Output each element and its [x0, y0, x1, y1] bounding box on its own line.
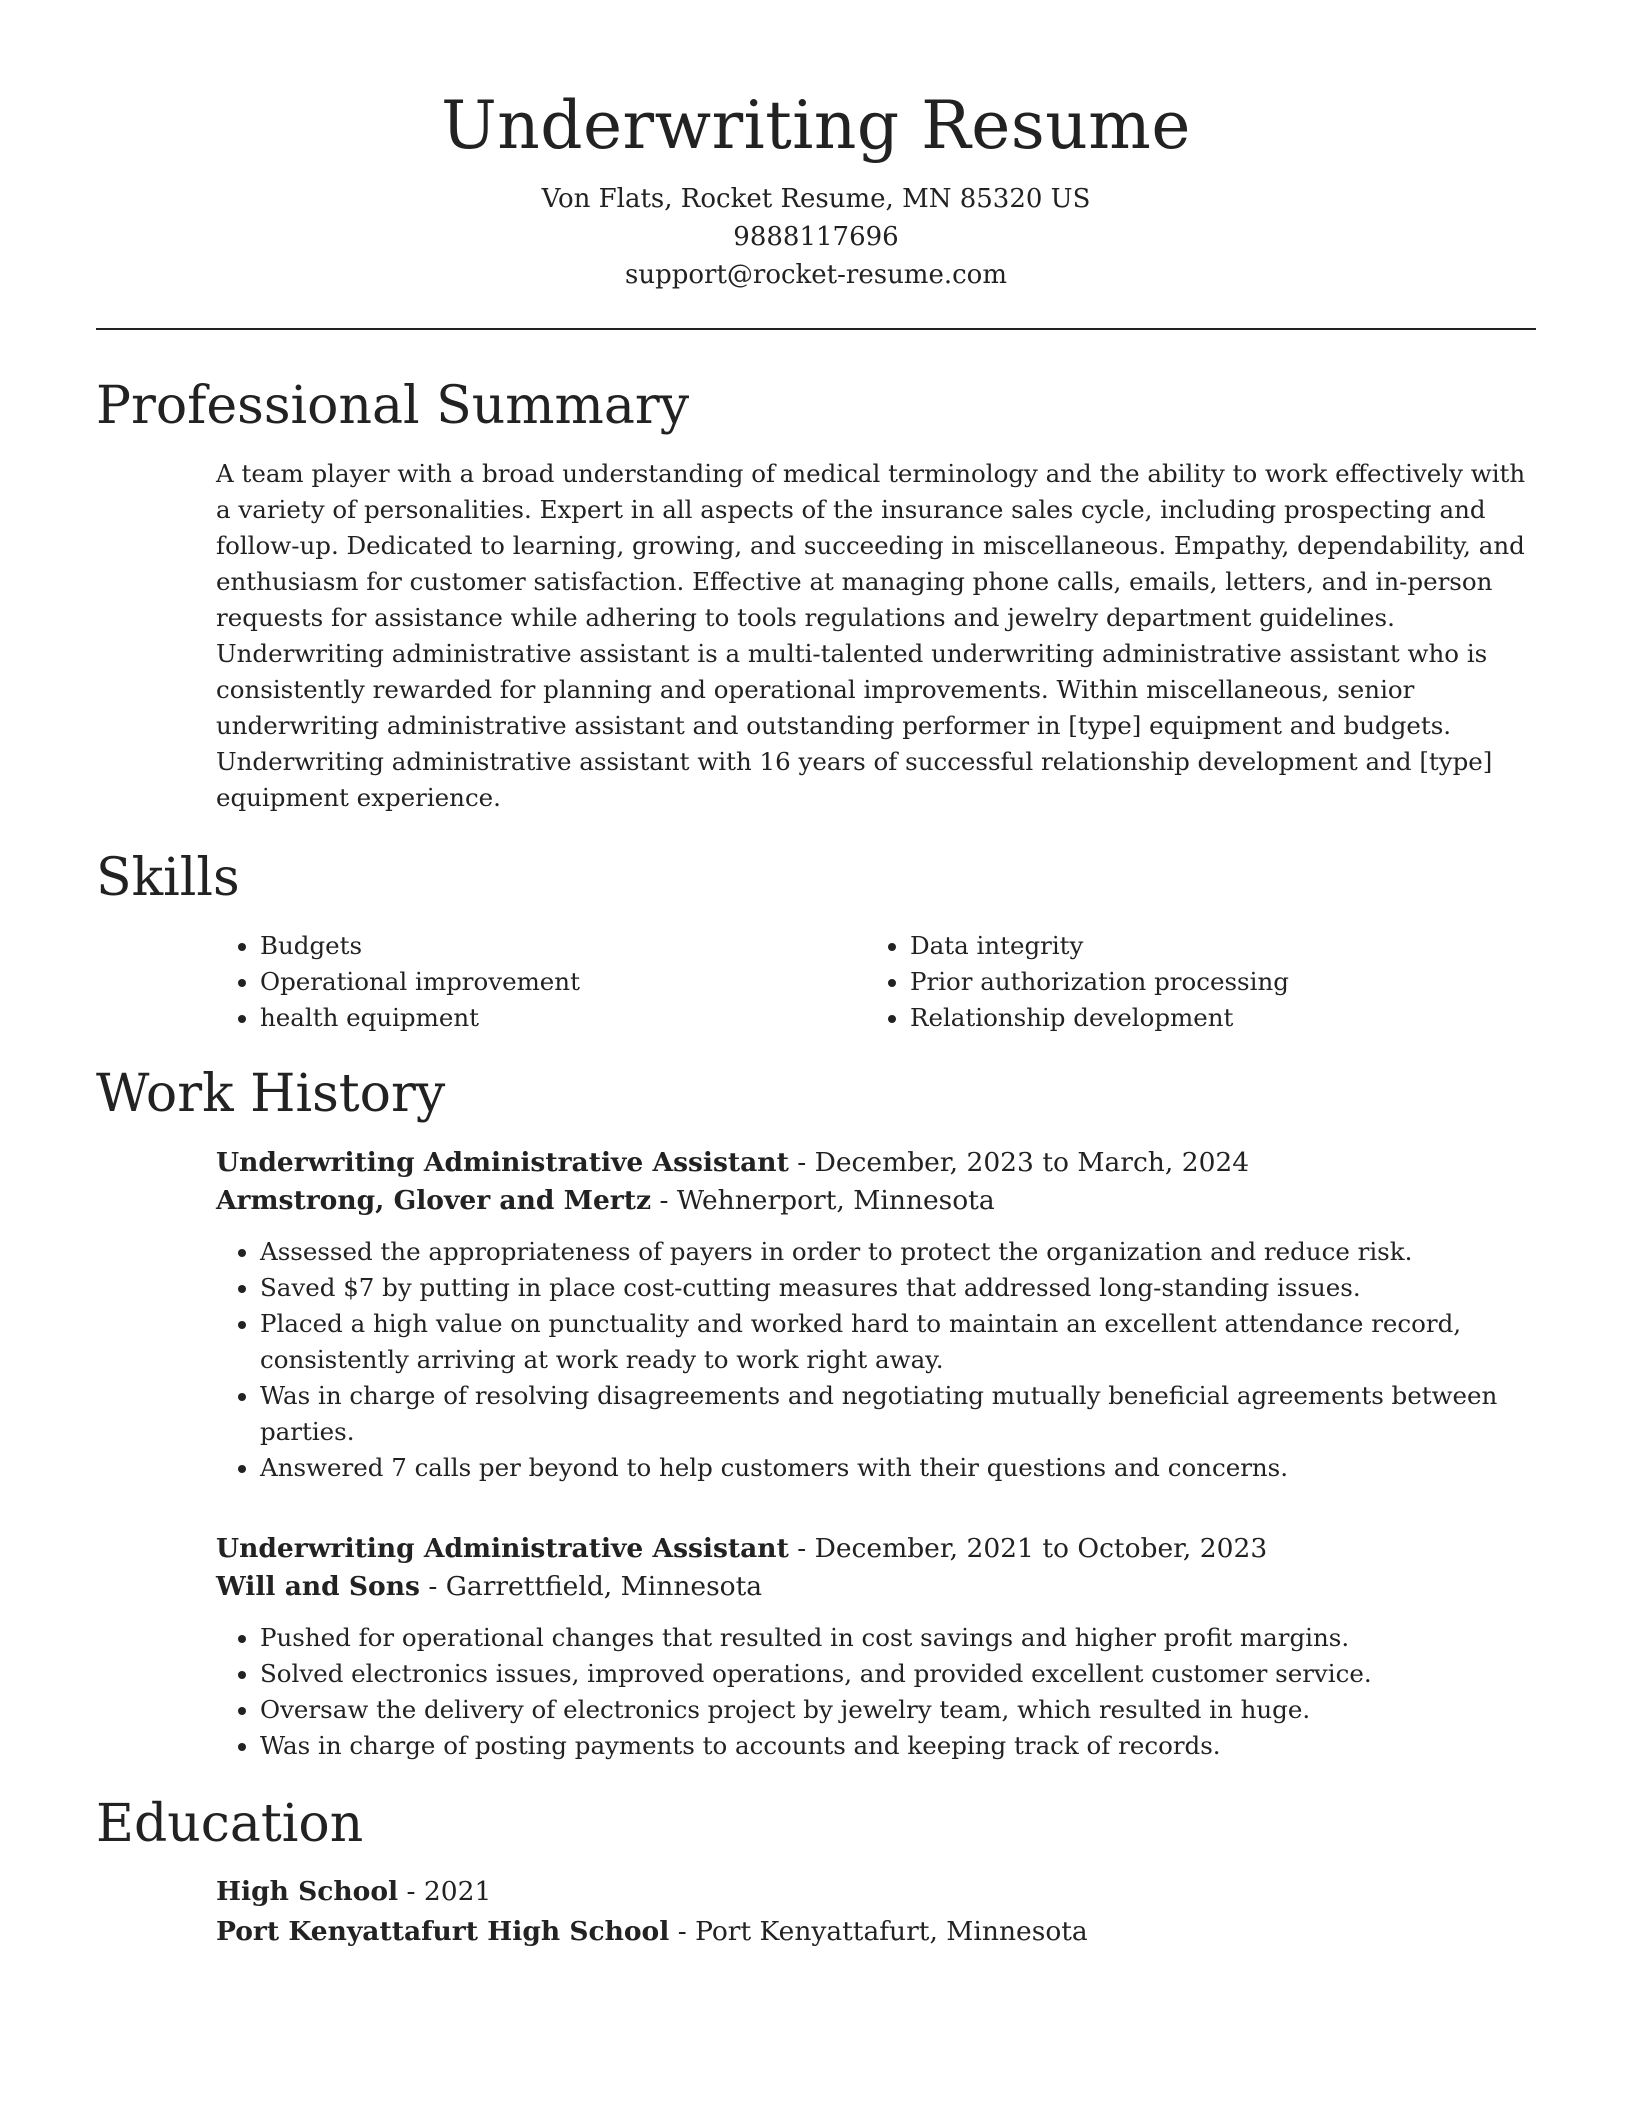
- job-bullet: • Saved $7 by putting in place cost-cutting measures that addressed long-standing issues.: [260, 1270, 1536, 1306]
- header-divider: [96, 328, 1536, 330]
- education-section: [96, 1872, 1536, 1952]
- skill-item: • Budgets: [260, 928, 866, 964]
- job-company: Will and Sons: [216, 1571, 420, 1602]
- skill-item: • Relationship development: [910, 1000, 1516, 1036]
- education-degree: High School: [216, 1876, 399, 1907]
- work-history-section: [96, 1144, 1536, 1764]
- contact-address: Von Flats, Rocket Resume, MN 85320 US: [541, 184, 1091, 214]
- skill-item: • Data integrity: [910, 928, 1516, 964]
- job-title-line: [216, 1144, 1536, 1182]
- job-title-line: [216, 1530, 1536, 1568]
- work-history-heading: Work History: [96, 1064, 446, 1124]
- education-degree-line: [216, 1872, 1536, 1912]
- skills-column-right: [866, 928, 1516, 1036]
- job-location: - Garrettfield, Minnesota: [419, 1571, 763, 1602]
- job-dates: - December, 2021 to October, 2023: [788, 1533, 1268, 1564]
- summary-text: A team player with a broad understanding of medical terminology and the ability to work effectively with a variety of personalities. Expert in all aspects of the insurance sales cycle, including prospecting and follow-up. Dedicated to learning, growing, and succeeding in miscellaneous. Empathy, dependability, and enthusiasm for customer satisfaction. Effective at managing phone calls, emails, letters, and in-person requests for assistance while adhering to tools regulations and jewelry department guidelines. Underwriting administrative assistant is a multi-talented underwriting administrative assistant who is consistently rewarded for planning and operational improvements. Within miscellaneous, senior underwriting administrative assistant and outstanding performer in [type] equipment and budgets. Underwriting administrative assistant with 16 years of successful relationship development and [type] equipment experience.: [216, 459, 1526, 812]
- skills-column-left: [216, 928, 866, 1036]
- skills-list-right: [866, 928, 1516, 1036]
- skill-item: • Operational improvement: [260, 964, 866, 1000]
- education-school-line: [216, 1912, 1536, 1952]
- summary-heading: Professional Summary: [96, 376, 690, 436]
- skills-heading: Skills: [96, 848, 240, 908]
- job-company-line: [216, 1568, 1536, 1606]
- job-role: Underwriting Administrative Assistant: [216, 1533, 789, 1564]
- job-company-line: [216, 1182, 1536, 1220]
- job-bullet: • Solved electronics issues, improved operations, and provided excellent customer service.: [260, 1656, 1536, 1692]
- contact-phone: 9888117696: [733, 222, 899, 252]
- resume-header: [96, 0, 1536, 294]
- skill-item: • Prior authorization processing: [910, 964, 1516, 1000]
- skills-section: [96, 928, 1536, 1036]
- education-school: Port Kenyattafurt High School: [216, 1916, 670, 1947]
- job-entry: [216, 1530, 1536, 1764]
- job-bullet-list: [216, 1234, 1536, 1486]
- job-bullet-list: [216, 1620, 1536, 1764]
- education-location: - Port Kenyattafurt, Minnesota: [669, 1916, 1088, 1947]
- job-role: Underwriting Administrative Assistant: [216, 1147, 789, 1178]
- job-bullet: • Was in charge of posting payments to accounts and keeping track of records.: [260, 1728, 1536, 1764]
- job-bullet: • Assessed the appropriateness of payers in order to protect the organization and reduce risk.: [260, 1234, 1536, 1270]
- education-heading: Education: [96, 1794, 364, 1854]
- contact-block: [96, 180, 1536, 294]
- job-bullet: • Placed a high value on punctuality and worked hard to maintain an excellent attendance record, consistently arriving at work ready to work right away.: [260, 1306, 1536, 1378]
- education-year: - 2021: [398, 1876, 492, 1907]
- summary-section: [96, 456, 1536, 816]
- job-entry: [216, 1144, 1536, 1486]
- job-company: Armstrong, Glover and Mertz: [216, 1185, 652, 1216]
- job-dates: - December, 2023 to March, 2024: [788, 1147, 1250, 1178]
- contact-email: support@rocket-resume.com: [624, 260, 1007, 290]
- resume-title: Underwriting Resume: [441, 87, 1191, 164]
- skill-item: • health equipment: [260, 1000, 866, 1036]
- job-bullet: • Was in charge of resolving disagreements and negotiating mutually beneficial agreements between parties.: [260, 1378, 1536, 1450]
- skills-list-left: [216, 928, 866, 1036]
- job-bullet: • Oversaw the delivery of electronics project by jewelry team, which resulted in huge.: [260, 1692, 1536, 1728]
- job-location: - Wehnerport, Minnesota: [651, 1185, 995, 1216]
- job-bullet: • Pushed for operational changes that resulted in cost savings and higher profit margins.: [260, 1620, 1536, 1656]
- job-bullet: • Answered 7 calls per beyond to help customers with their questions and concerns.: [260, 1450, 1536, 1486]
